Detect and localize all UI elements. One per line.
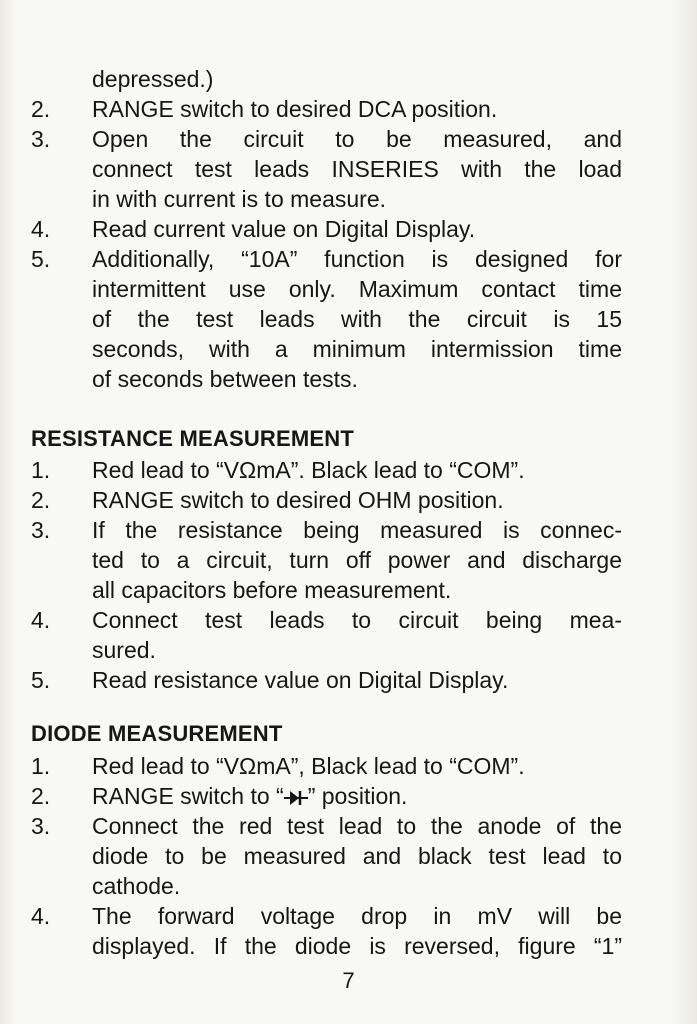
diode-heading: DIODE MEASUREMENT bbox=[31, 721, 283, 746]
intro-section: depressed.) 2. RANGE switch to desired DCA position. 3. Open the circuit to be measured, and connect test leads INSERIES with the load in with current is to measure. 4. Read current value on Digital Display. 5. Additionally, “10A” function is designed for intermittent use only. Maximum contact time of the test leads with the circuit is 15 seconds, with a minimum intermission time of seconds between tests. bbox=[0, 64, 697, 394]
list-item: 4. Connect test leads to circuit being mea- bbox=[31, 607, 622, 633]
page-number: 7 bbox=[342, 968, 355, 993]
diode-section: 1. Red lead to “VΩmA”, Black lead to “COM”. 2. RANGE switch to “ ” position. 3. Connect the red test lead to the anode of the diode to be measured and black test lead to cathode. 4. The forward voltage drop in mV will be displayed. If the diode is reversed, figure “1” bbox=[0, 751, 697, 961]
continued-text: depressed.) bbox=[92, 66, 214, 92]
list-item: 3. If the resistance being measured is connec- bbox=[31, 517, 622, 543]
resistance-section: 1. Red lead to “VΩmA”. Black lead to “COM”. 2. RANGE switch to desired OHM position. 3. If the resistance being measured is connec- ted to a circuit, turn off power and discharge all capacitors before measurement. 4. Connect test leads to circuit being mea- sured. 5. Read resistance value on Digital Display. bbox=[0, 455, 697, 695]
list-item: 5. Read resistance value on Digital Display. bbox=[31, 667, 509, 693]
list-item: 2. RANGE switch to desired DCA position. bbox=[31, 96, 498, 122]
list-item: 3. Connect the red test lead to the anode of the bbox=[31, 813, 622, 839]
list-item: 1. Red lead to “VΩmA”. Black lead to “COM”. bbox=[31, 457, 525, 483]
list-item: 4. Read current value on Digital Display. bbox=[31, 216, 476, 242]
list-item: 2. RANGE switch to “ ” position. bbox=[31, 783, 408, 809]
list-item: 1. Red lead to “VΩmA”, Black lead to “COM”. bbox=[31, 753, 525, 779]
resistance-heading: RESISTANCE MEASUREMENT bbox=[31, 426, 355, 451]
diode-icon bbox=[284, 789, 308, 807]
list-item: 4. The forward voltage drop in mV will be bbox=[31, 903, 622, 929]
list-item: 5. Additionally, “10A” function is designed for bbox=[31, 246, 622, 272]
list-item: 3. Open the circuit to be measured, and bbox=[31, 126, 622, 152]
list-item: 2. RANGE switch to desired OHM position. bbox=[31, 487, 504, 513]
